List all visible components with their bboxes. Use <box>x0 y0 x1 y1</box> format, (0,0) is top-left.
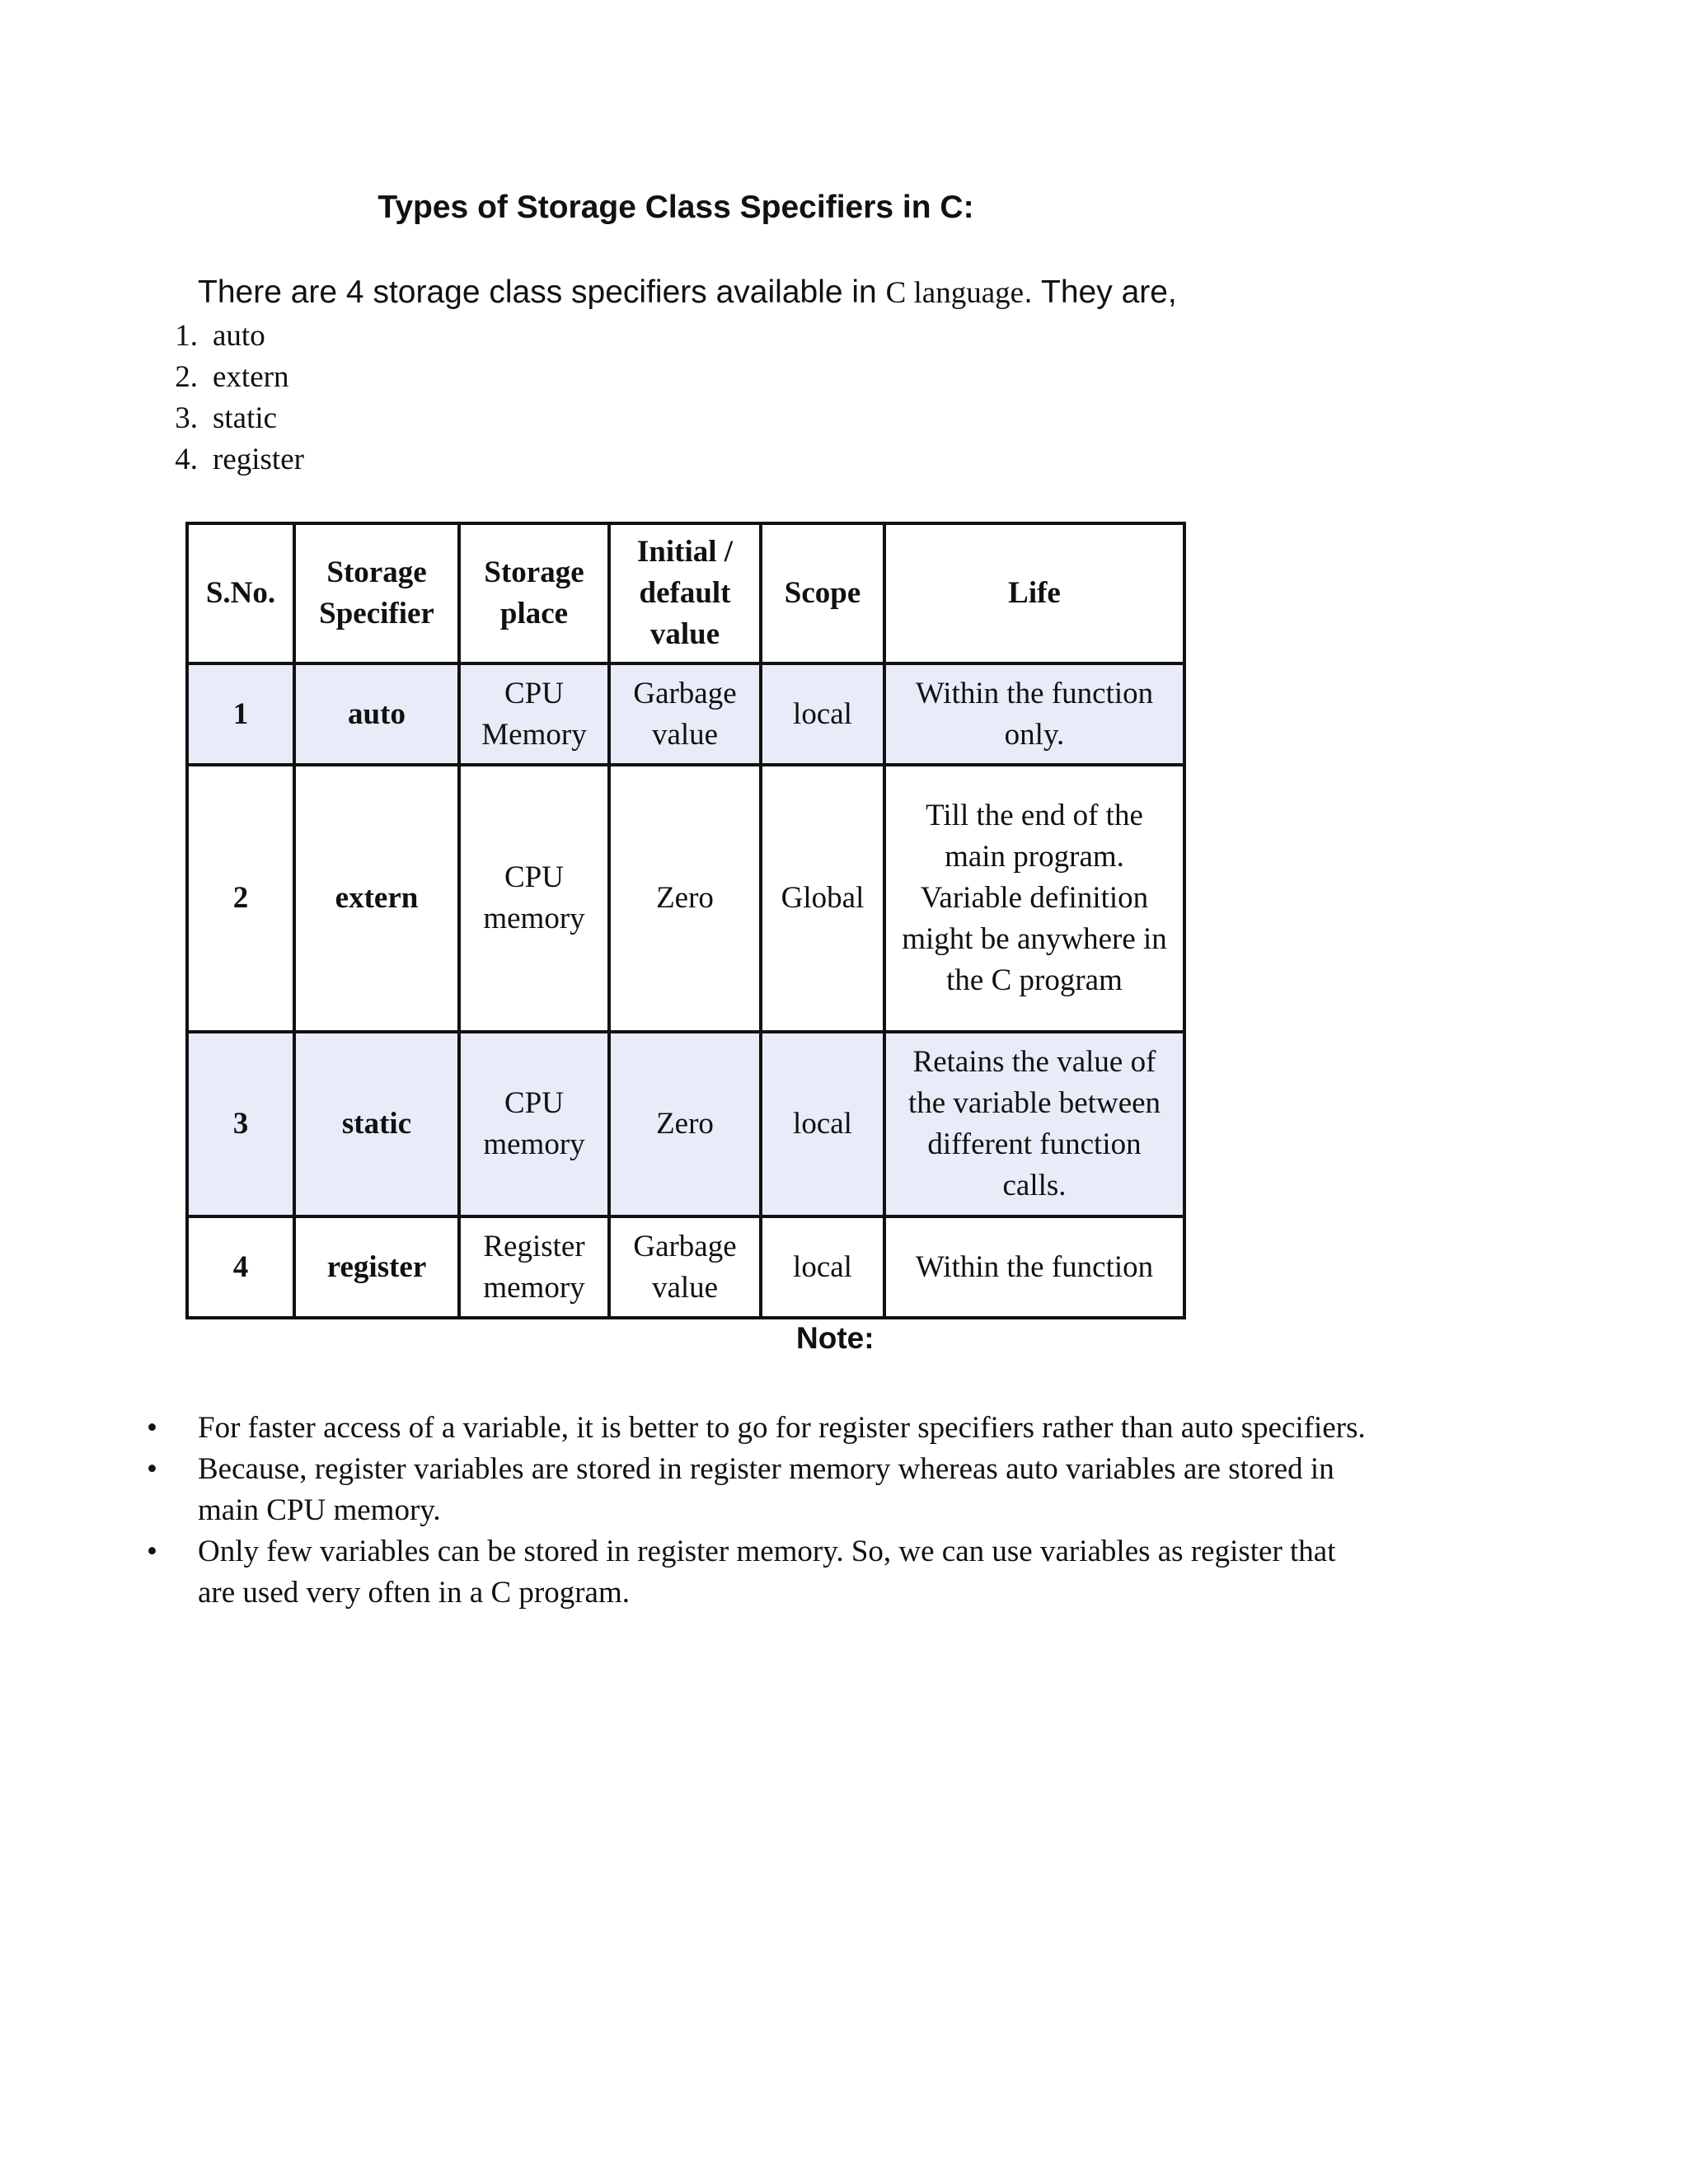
list-number: 1. <box>175 319 198 353</box>
list-item <box>136 398 304 439</box>
specifier-list <box>136 316 304 480</box>
header-life: Life <box>884 523 1184 663</box>
note-heading: Note: <box>796 1321 874 1355</box>
cell-initial-value: Zero <box>609 765 761 1032</box>
list-text: extern <box>213 360 289 394</box>
cell-sno: 4 <box>187 1216 294 1318</box>
cell-scope: local <box>761 663 884 765</box>
cell-specifier: extern <box>294 765 459 1032</box>
cell-sno: 2 <box>187 765 294 1032</box>
intro-text-end: . They are, <box>1024 274 1177 310</box>
list-text: register <box>213 443 304 476</box>
list-item <box>136 439 304 480</box>
list-text: static <box>213 401 278 435</box>
header-scope: Scope <box>761 523 884 663</box>
note-text: Because, register variables are stored in register memory whereas auto variables are stored in main CPU memory. <box>198 1452 1334 1527</box>
note-text: For faster access of a variable, it is better to go for register specifiers rather than auto specifiers. <box>198 1411 1366 1445</box>
table-row <box>187 1216 1184 1318</box>
list-item <box>136 357 304 398</box>
cell-specifier: static <box>294 1032 459 1216</box>
list-number: 4. <box>175 443 198 476</box>
cell-life: Retains the value of the variable between different function calls. <box>884 1032 1184 1216</box>
cell-storage-place: CPU Memory <box>459 663 609 765</box>
list-number: 2. <box>175 360 198 394</box>
bullet-icon: • <box>147 1535 157 1568</box>
cell-initial-value: Garbage value <box>609 1216 761 1318</box>
table-row <box>187 663 1184 765</box>
cell-sno: 3 <box>187 1032 294 1216</box>
table-row <box>187 1032 1184 1216</box>
header-storage-specifier: Storage Specifier <box>294 523 459 663</box>
header-sno: S.No. <box>187 523 294 663</box>
table-header-row <box>187 523 1184 663</box>
header-storage-place: Storage place <box>459 523 609 663</box>
note-text: Only few variables can be stored in register memory. So, we can use variables as register that are used very often in a C program. <box>198 1535 1336 1610</box>
intro-language: C language <box>885 276 1025 310</box>
cell-sno: 1 <box>187 663 294 765</box>
intro-paragraph <box>198 274 1177 311</box>
cell-storage-place: Register memory <box>459 1216 609 1318</box>
cell-specifier: auto <box>294 663 459 765</box>
bullet-icon: • <box>147 1452 157 1486</box>
cell-life: Till the end of the main program. Variable definition might be anywhere in the C program <box>884 765 1184 1032</box>
cell-scope: local <box>761 1032 884 1216</box>
cell-life: Within the function only. <box>884 663 1184 765</box>
cell-scope: Global <box>761 765 884 1032</box>
intro-text-start: There are 4 storage class specifiers available in <box>198 274 886 310</box>
storage-class-table <box>185 522 1186 1319</box>
cell-initial-value: Garbage value <box>609 663 761 765</box>
list-text: auto <box>213 319 265 353</box>
cell-scope: local <box>761 1216 884 1318</box>
note-item <box>140 1408 1376 1449</box>
note-item <box>140 1449 1376 1531</box>
cell-specifier: register <box>294 1216 459 1318</box>
bullet-icon: • <box>147 1411 157 1445</box>
cell-initial-value: Zero <box>609 1032 761 1216</box>
cell-storage-place: CPU memory <box>459 765 609 1032</box>
cell-life: Within the function <box>884 1216 1184 1318</box>
list-item <box>136 316 304 357</box>
header-initial-value: Initial / default value <box>609 523 761 663</box>
page-title: Types of Storage Class Specifiers in C: <box>377 190 974 225</box>
note-item <box>140 1531 1376 1614</box>
list-number: 3. <box>175 401 198 435</box>
notes-list <box>140 1408 1376 1614</box>
table-row <box>187 765 1184 1032</box>
cell-storage-place: CPU memory <box>459 1032 609 1216</box>
